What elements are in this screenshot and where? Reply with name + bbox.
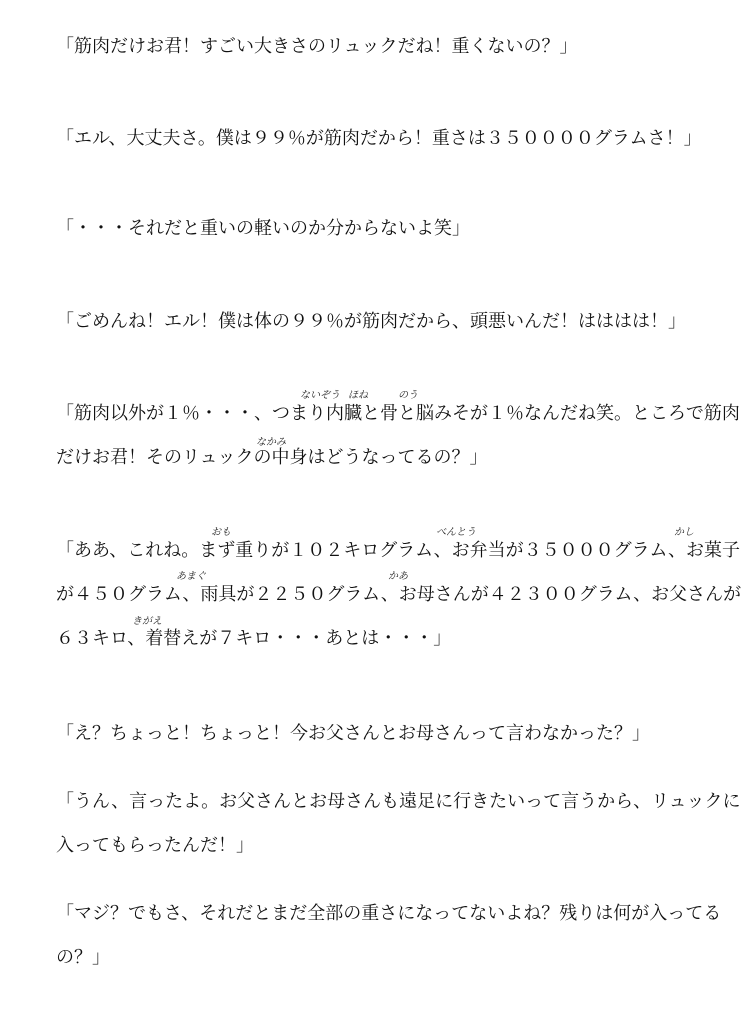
furigana-naizou: ないぞう [300, 390, 340, 401]
furigana-kashi: かし [674, 527, 694, 538]
furigana-nakami: なかみ [256, 437, 286, 448]
dialogue-line: 「筋肉以外が１％・・・、つまり内臓と骨と脳みそが１％なんだね笑。ところで筋肉 [56, 403, 740, 424]
dialogue-line: 「うん、言ったよ。お父さんとお母さんも遠足に行きたいって言うから、リュックに [56, 791, 741, 812]
dialogue-line: だけお君！そのリュックの中身はどうなってるの？」 [56, 447, 488, 468]
dialogue-line: 「え？ちょっと！ちょっと！今お父さんとお母さんって言わなかった？」 [56, 723, 650, 744]
dialogue-line: の？」 [56, 947, 110, 968]
dialogue-line: 入ってもらったんだ！」 [56, 835, 254, 856]
furigana-hone: ほね [348, 390, 368, 401]
furigana-bentou: べんとう [436, 527, 476, 538]
furigana-kigae: きがえ [132, 616, 162, 627]
furigana-amagu: あまぐ [176, 571, 206, 582]
dialogue-line: が４５０グラム、雨具が２２５０グラム、お母さんが４２３００グラム、お父さんが [56, 584, 742, 605]
dialogue-line: 「エル、大丈夫さ。僕は９９％が筋肉だから！重さは３５００００グラムさ！」 [56, 128, 702, 149]
furigana-omo: おも [211, 527, 231, 538]
dialogue-line: ６３キロ、着替えが７キロ・・・あとは・・・」 [56, 628, 452, 649]
dialogue-line: 「マジ？でもさ、それだとまだ全部の重さになってないよね？残りは何が入ってる [56, 903, 722, 924]
dialogue-line: 「ごめんね！エル！僕は体の９９％が筋肉だから、頭悪いんだ！はははは！」 [56, 311, 686, 332]
furigana-nou: のう [398, 390, 418, 401]
furigana-kaa: かあ [388, 571, 408, 582]
dialogue-line: 「筋肉だけお君！すごい大きさのリュックだね！重くないの？」 [56, 36, 578, 57]
dialogue-line: 「ああ、これね。まず重りが１０２キログラム、お弁当が３５０００グラム、お菓子 [56, 540, 740, 561]
dialogue-line: 「・・・それだと重いの軽いのか分からないよ笑」 [56, 218, 470, 239]
